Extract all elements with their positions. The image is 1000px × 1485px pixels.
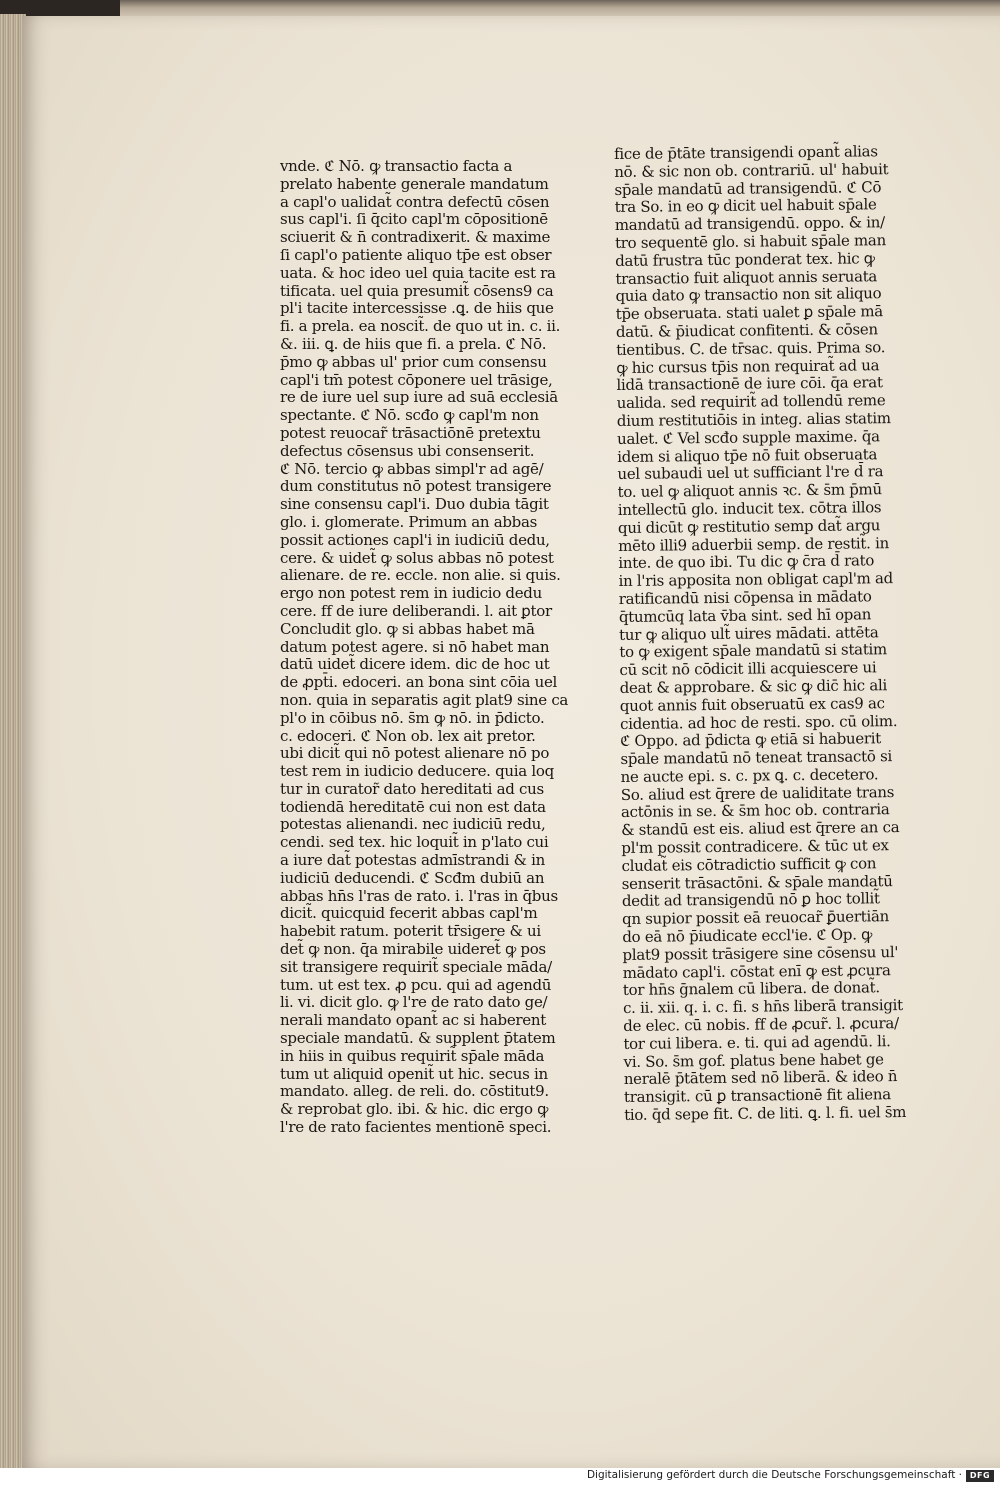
text-line: sp̄ale mandatū ad transigendū. ℭ Cō xyxy=(614,177,882,199)
text-line: a capl'o ualidat̃ contra defectū cōsen xyxy=(280,192,550,211)
text-line: q̄tumcūq lata v̄ba sint. sed hī opan xyxy=(618,605,872,626)
text-line: actōnis in se. & s̄m hoc ob. contraria xyxy=(620,800,890,822)
text-line: tor hn̄s ḡnalem cū libera. de donat̃. xyxy=(622,978,880,1000)
text-line: tra So. in eo ꝙ dicit uel habuit sp̄ale xyxy=(614,195,877,217)
text-line: nō. & sic non ob. contrariū. ul' habuit xyxy=(614,159,889,181)
text-line: todiendā hereditatē cui non est data xyxy=(280,797,546,816)
text-line: in l'ris apposita non obligat capl'm ad xyxy=(618,569,894,591)
text-line: datū. & p̄iudicat confitenti. & cōsen xyxy=(615,320,878,341)
text-line: ratificandū nisi cōpensa in mādato xyxy=(618,587,872,608)
text-line: tor cui libera. e. ti. qui ad agendū. li. xyxy=(623,1031,891,1053)
text-line: tur in curator̃ dato hereditati ad cus xyxy=(280,779,544,798)
text-line: cū scit nō cōdicit illi acquiescere ui xyxy=(619,658,877,680)
text-line: c. ii. xii. q. i. c. fi. s hn̄s liberā transigit xyxy=(622,996,903,1018)
text-line: glo. i. glomerate. Primum an abbas xyxy=(280,512,538,531)
text-line: prelato habente generale mandatum xyxy=(280,174,549,193)
text-line: sit transigere requirit̃ speciale māda/ xyxy=(280,957,552,976)
text-line: Concludit glo. ꝙ si abbas habet mā xyxy=(280,619,535,638)
text-line: dedit ad transigendū nō ꝑ hoc tollit̃ xyxy=(621,889,880,911)
text-line: possit actiones capl'i in iudiciū dedu, xyxy=(280,530,550,549)
text-line: tio. q̄d sepe fit. C. de liti. ꝗ. l. fi. uel s̄m xyxy=(624,1103,907,1124)
text-line: pl'i tacite intercessisse .ꝗ. de hiis que xyxy=(280,299,554,318)
text-line: sciuerit & n̄ contradixerit. & maxime xyxy=(280,228,551,247)
right-text-column xyxy=(614,143,924,1125)
text-line: ne aucte epi. s. c. px ꝗ. c. decetero. xyxy=(620,765,879,786)
text-line: quia dato ꝙ transactio non sit aliquo xyxy=(615,284,882,306)
text-line: senserit trāsactōni. & sp̄ale mandatū xyxy=(621,871,893,893)
text-line: to. uel ꝙ aliquot annis ꝛc. & s̄m p̄mū xyxy=(617,480,882,502)
text-line: datū frustra tūc ponderat tex. hic ꝙ xyxy=(615,249,875,270)
text-line: lidā transactionē de iure cōi. q̄a erat xyxy=(616,373,883,395)
text-line: tificata. uel quia presumit̃ cōsens9 ca xyxy=(280,281,554,300)
text-line: c. edoceri. ℭ Non ob. lex ait pretor. xyxy=(280,726,536,745)
text-line: dicit̃. quicquid fecerit abbas capl'm xyxy=(280,904,538,923)
text-line: transigit. cū ꝑ transactionē fit aliena xyxy=(623,1085,891,1107)
text-line: li. vi. dicit glo. ꝙ l're de rato dato ge/ xyxy=(280,993,548,1012)
text-line: mādato capl'i. cōstat enī ꝙ est ꝓcura xyxy=(622,960,891,982)
text-line: defectus cōsensus ubi consenserit. xyxy=(280,441,535,460)
text-line: uata. & hoc ideo uel quia tacite est ra xyxy=(280,263,556,282)
text-line: tro sequentē glo. si habuit sp̄ale man xyxy=(614,231,886,252)
left-text-column xyxy=(280,158,580,1137)
text-line: idem si aliquo tp̄e nō fuit obseruata xyxy=(617,444,878,466)
text-line: de elec. cū nobis. ff de ꝓcur̃. l. ꝓcura/ xyxy=(623,1014,899,1035)
text-line: p̄mo ꝙ abbas ul' prior cum consensu xyxy=(280,352,547,371)
text-line: ubi dicit̃ qui nō potest alienare nō po xyxy=(280,744,550,763)
text-line: tum. ut est tex. ꝓ pcu. qui ad agendū xyxy=(280,975,552,994)
text-line: sp̄ale mandatū nō teneat transactō si xyxy=(620,747,893,769)
text-line: l're de rato facientes mentionē speci. xyxy=(280,1118,552,1137)
text-line: to ꝙ exigent sp̄ale mandatū si statim xyxy=(619,640,888,662)
text-line: mandatū ad transigendū. oppo. & in/ xyxy=(614,213,885,235)
text-line: pl'o in cōibus nō. s̄m ꝙ nō. in p̄dicto. xyxy=(280,708,545,727)
text-line: fice de p̄tāte transigendi opant̃ alias xyxy=(613,142,878,163)
text-line: &. iii. ꝗ. de hiis que fi. a prela. ℭ Nō. xyxy=(280,334,547,353)
text-line: quot annis fuit obseruatū ex cas9 ac xyxy=(619,693,885,715)
text-line: qui dicūt ꝙ restitutio semp dat̃ argu xyxy=(617,515,881,537)
text-line: intellectū glo. inducit tex. cōtra illos xyxy=(617,498,882,519)
text-line: neralē p̄tātem sed nō liberā. & ideo n̄ xyxy=(623,1067,898,1089)
text-line: plat9 possit trāsigere sine cōsensu ul' xyxy=(622,942,899,964)
text-line: non. quia in separatis agit plat9 sine ca xyxy=(280,690,569,709)
text-line: & reprobat glo. ibi. & hic. dic ergo ꝙ xyxy=(280,1100,549,1119)
text-line: nerali mandato opant̃ ac si haberent xyxy=(280,1011,546,1030)
text-line: abbas hn̄s l'ras de rato. i. l'ras in q̄bus xyxy=(280,886,558,905)
text-line: tur ꝙ aliquo ult̃ uires mādati. attēta xyxy=(619,622,879,644)
text-line: iudiciū deducendi. ℭ Scđm dubiū an xyxy=(280,868,545,887)
text-line: mandato. alleg. de reli. do. cōstitut9. xyxy=(280,1082,549,1101)
text-line: tientibus. C. de tr̄sac. quis. Prima so. xyxy=(616,337,886,359)
text-line: uel subaudi uel ut sufficiant l're d̄ ra xyxy=(617,462,884,484)
text-line: a iure dat̃ potestas admīstrandi & in xyxy=(280,851,546,870)
text-line: datū uidet̃ dicere idem. dic de hoc ut xyxy=(280,655,550,674)
text-line: alienare. de re. eccle. non alie. si quis. xyxy=(280,566,561,585)
text-line: deat & approbare. & sic ꝙ dic̄ hic ali xyxy=(619,676,888,697)
text-line: speciale mandatū. & supplent p̄tatem xyxy=(280,1029,556,1048)
text-line: sus capl'i. ſi q̄cito capl'm cōpositionē xyxy=(280,210,548,229)
text-line: potest reuocar̃ trāsactiōnē pretextu xyxy=(280,423,541,442)
text-line: potestas alienandi. nec iudiciū redu, xyxy=(280,815,546,834)
text-line: ℭ Nō. tercio ꝙ abbas simpl'r ad agē/ xyxy=(280,459,544,478)
text-line: dium restitutiōis in integ. alias statim xyxy=(616,409,891,430)
text-line: sine consensu capl'i. Duo dubia tāgit xyxy=(280,495,549,514)
text-line: cere. & uidet̃ ꝙ solus abbas nō potest xyxy=(280,548,554,567)
text-line: det̃ ꝙ non. q̄a mirabile uideret̃ ꝙ pos xyxy=(280,940,546,959)
text-line: ualida. sed requirit̃ ad tollendū reme xyxy=(616,391,886,413)
text-line: mēto illi9 aduerbii semp. de restit̃. in xyxy=(618,533,889,555)
text-line: cere. ff de iure deliberandi. l. ait ꝑtor xyxy=(280,601,552,620)
text-line: & standū est eis. aliud est q̄rere an ca xyxy=(621,818,900,840)
text-line: habebit ratum. poterit tr̄sigere & ui xyxy=(280,922,541,941)
text-line: inte. de quo ibi. Tu dic ꝙ c̄ra d̄ rato xyxy=(618,551,875,573)
text-line: So. aliud est q̄rere de ualiditate trans xyxy=(620,782,895,804)
text-line: cendi. sed tex. hic loquit̃ in p'lato cui xyxy=(280,833,549,852)
text-line: ergo non potest rem in iudicio dedu xyxy=(280,584,542,603)
text-line: de ꝓpt̄i. edoceri. an bona sint cōia uel xyxy=(280,673,558,692)
text-line: capl'i tm̄ potest cōponere uel trāsige, xyxy=(280,370,553,389)
text-line: test rem in iudicio deducere. quia loq xyxy=(280,762,554,781)
text-line: ℭ Oppo. ad p̄dicta ꝙ etiā si habuerit xyxy=(620,729,882,751)
text-line: vi. So. s̄m gof. platus bene habet ge xyxy=(623,1049,884,1071)
text-line: dum constitutus nō potest transigere xyxy=(280,477,552,496)
text-line: ſi capl'o patiente aliquo tp̄e est obser xyxy=(280,245,552,264)
dfg-logo: DFG xyxy=(966,1470,994,1482)
text-line: tum ut aliquid openit̃ ut hic. secus in xyxy=(280,1064,548,1083)
footer-banner xyxy=(0,1468,1000,1485)
text-line: datum potest agere. si nō habet man xyxy=(280,637,550,656)
text-line: cidentia. ad hoc de resti. spo. cū olim. xyxy=(619,711,898,733)
text-line: vnde. ℭ Nō. ꝙ transactio facta a xyxy=(280,157,513,175)
text-line: ualet. ℭ Vel scđo supple maxime. q̄a xyxy=(616,426,880,448)
text-line: fi. a prela. ea noscit̃. de quo ut in. c. ii. xyxy=(280,317,561,336)
text-line: pl'm possit contradicere. & tūc ut ex xyxy=(621,836,889,858)
text-line: re de iure uel sup iure ad suā ecclesiā xyxy=(280,388,558,407)
text-line: tp̄e obseruata. stati ualet ꝑ sp̄ale mā xyxy=(615,302,883,324)
text-line: in hiis in quibus requirit̃ sp̄ale māda xyxy=(280,1046,545,1065)
text-line: spectante. ℭ Nō. scđo ꝙ capl'm non xyxy=(280,406,539,425)
text-line: do eā nō p̄iudicate eccl'ie. ℭ Op. ꝙ xyxy=(622,925,873,947)
text-line: ꝙ hic cursus tp̄is non requirat̃ ad ua xyxy=(616,355,880,377)
funding-notice: Digitalisierung gefördert durch die Deutsche Forschungsgemeinschaft · xyxy=(586,1469,962,1481)
text-line: cludat̃ eis cōtradictio sufficit ꝙ con xyxy=(621,854,877,875)
text-line: transactio fuit aliquot annis seruata xyxy=(615,266,878,288)
text-line: qn supior possit eā reuocar̃ ꝑ̄uertiān xyxy=(622,907,890,929)
